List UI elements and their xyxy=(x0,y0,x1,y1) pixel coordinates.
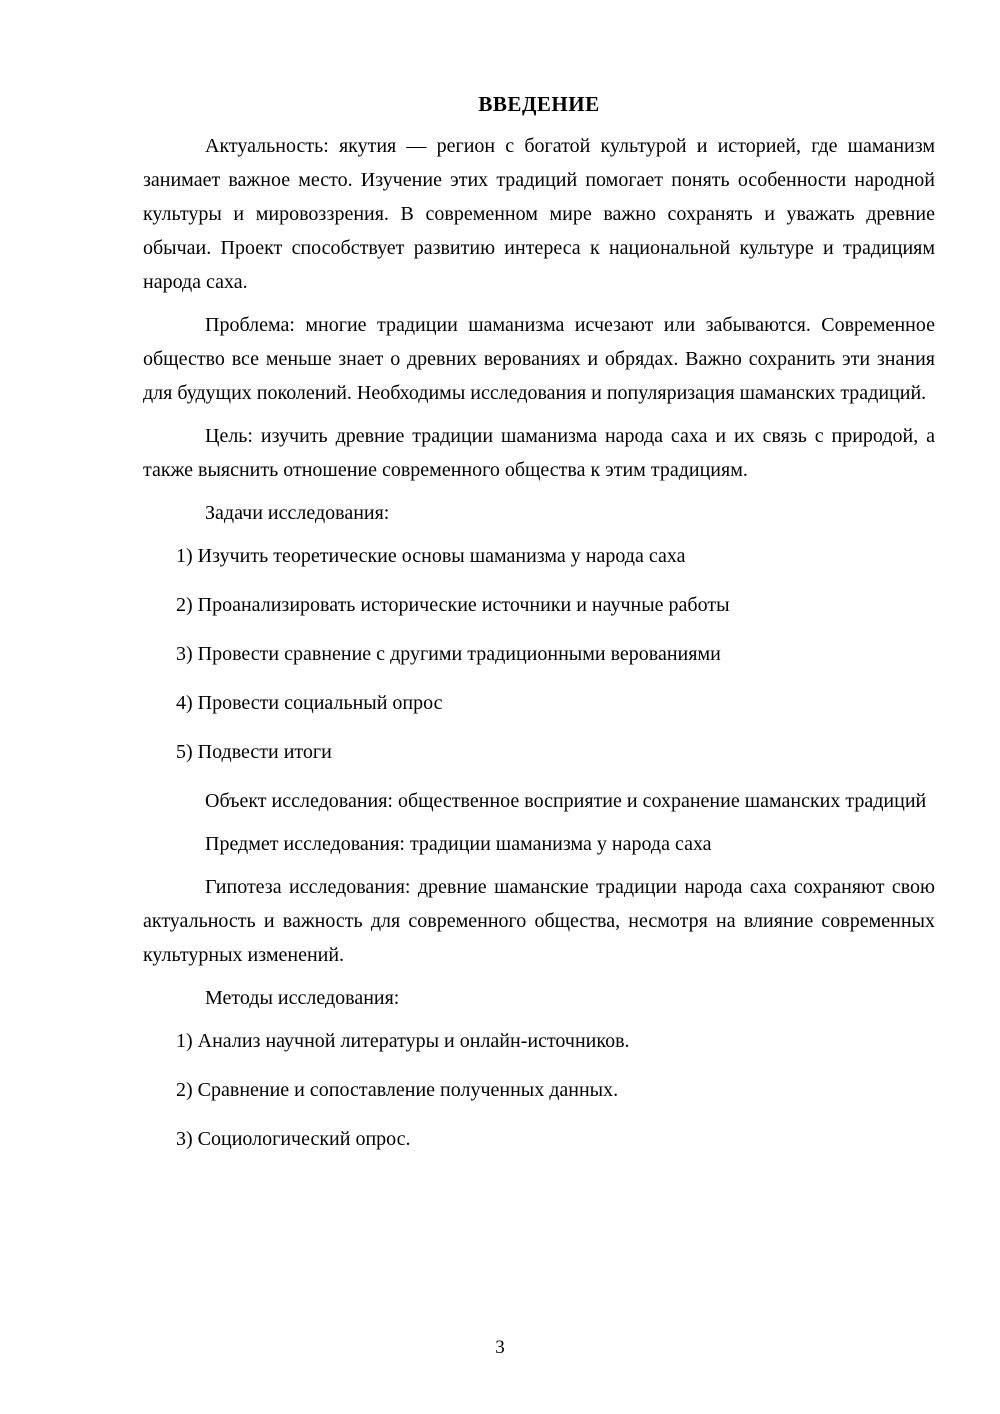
tasks-list xyxy=(143,539,935,769)
paragraph-goal: Цель: изучить древние традиции шаманизма народа саха и их связь с природой, а также выяснить отношение современного общества к этим традициям. xyxy=(143,425,935,481)
tasks-list-item-1: 1) Изучить теоретические основы шаманизма у народа саха xyxy=(176,545,686,567)
tasks-list-item-3: 3) Провести сравнение с другими традиционными верованиями xyxy=(176,643,721,665)
page-number: 3 xyxy=(495,1337,505,1358)
paragraph-object: Объект исследования: общественное восприятие и сохранение шаманских традиций xyxy=(205,790,927,812)
methods-list-item-3: 3) Социологический опрос. xyxy=(176,1128,411,1150)
methods-list xyxy=(143,1024,935,1156)
paragraph-subject: Предмет исследования: традиции шаманизма у народа саха xyxy=(205,833,712,855)
paragraph-methods-heading: Методы исследования: xyxy=(205,987,400,1009)
tasks-list-item-5: 5) Подвести итоги xyxy=(176,741,332,763)
paragraph-tasks-heading: Задачи исследования: xyxy=(205,502,390,524)
document-content xyxy=(143,92,935,1171)
paragraph-problem: Проблема: многие традиции шаманизма исчезают или забываются. Современное общество все меньше знает о древних верованиях и обрядах. Важно сохранить эти знания для будущих поколений. Необходимы исследования и популяризация шаманских традиций. xyxy=(143,314,935,404)
methods-list-item-2: 2) Сравнение и сопоставление полученных данных. xyxy=(176,1079,619,1101)
tasks-list-item-2: 2) Проанализировать исторические источники и научные работы xyxy=(176,594,730,616)
paragraph-actuality: Актуальность: якутия — регион с богатой культурой и историей, где шаманизм занимает важное место. Изучение этих традиций помогает понять особенности народной культуры и мировоззрения. В современном мире важно сохранять и уважать древние обычаи. Проект способствует развитию интереса к национальной культуре и традициям народа саха. xyxy=(143,135,935,293)
methods-list-item-1: 1) Анализ научной литературы и онлайн-источников. xyxy=(176,1030,630,1052)
paragraph-hypothesis: Гипотеза исследования: древние шаманские традиции народа саха сохраняют свою актуальность и важность для современного общества, несмотря на влияние современных культурных изменений. xyxy=(143,876,935,966)
tasks-list-item-4: 4) Провести социальный опрос xyxy=(176,692,443,714)
page-title: ВВЕДЕНИЕ xyxy=(478,92,600,116)
